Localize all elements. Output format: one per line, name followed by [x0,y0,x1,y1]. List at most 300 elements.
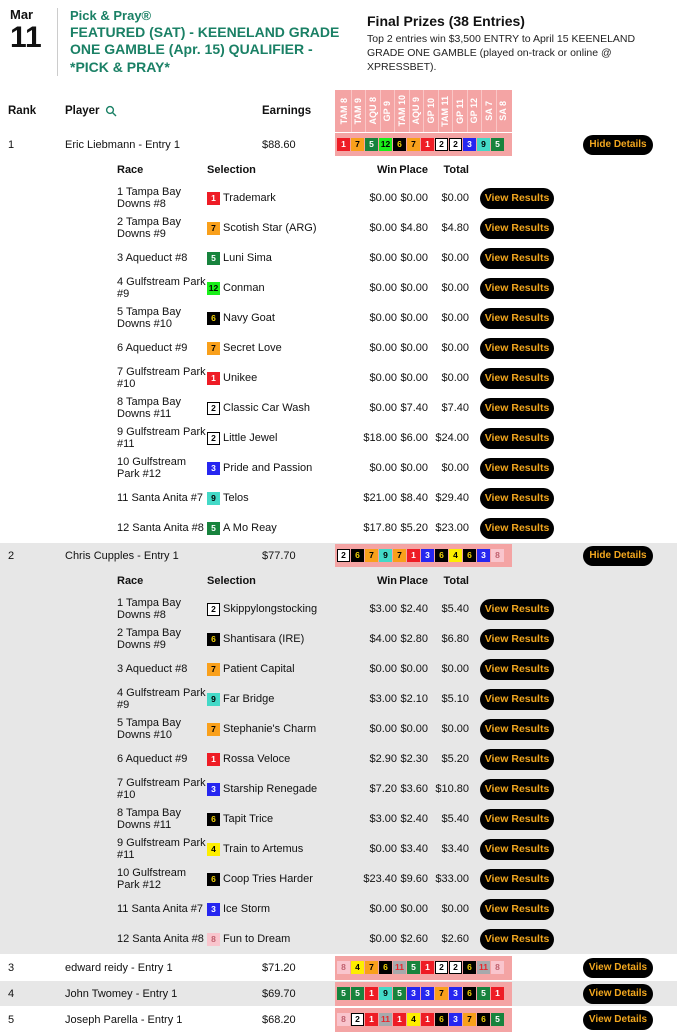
saddle-cloth-chip: 1 [393,1013,406,1026]
race-name: 12 Santa Anita #8 [117,933,204,946]
total-amount: $0.00 [441,252,469,265]
horse-name: Luni Sima [223,252,272,265]
view-results-button[interactable]: View Results [480,338,554,359]
win-amount: $0.00 [369,843,397,856]
saddle-cloth-chip: 9 [379,549,392,562]
saddle-cloth-chip: 2 [435,138,448,151]
total-amount: $0.00 [441,312,469,325]
place-amount: $2.10 [400,693,428,706]
race-name: 11 Santa Anita #7 [117,492,204,505]
win-amount: $0.00 [369,252,397,265]
entry-rank: 5 [8,1013,15,1026]
final-prizes-title: Final Prizes (38 Entries) [367,13,525,29]
selection-column-header: Selection [207,164,256,177]
leaderboard-entry [0,132,677,543]
saddle-cloth-chip: 3 [421,987,434,1000]
win-amount: $0.00 [369,723,397,736]
track-label: AQU 8 [366,90,381,132]
saddle-cloth-chip: 2 [207,603,220,616]
view-results-button[interactable]: View Results [480,809,554,830]
view-results-button[interactable]: View Results [480,368,554,389]
saddle-cloth-chip: 6 [463,549,476,562]
saddle-cloth-chip: 1 [421,961,434,974]
place-amount: $0.00 [400,192,428,205]
track-label: TAM 9 [352,90,367,132]
saddle-cloth-chip: 5 [365,138,378,151]
race-name: 8 Tampa Bay Downs #11 [117,807,182,832]
horse-name: Unikee [223,372,258,385]
view-results-button[interactable]: View Results [480,308,554,329]
total-amount: $5.10 [441,693,469,706]
race-name: 1 Tampa Bay Downs #8 [117,597,182,622]
saddle-cloth-chip: 8 [491,549,504,562]
leaderboard-entry [0,954,677,980]
track-label: GP 11 [453,90,468,132]
total-amount: $6.80 [441,633,469,646]
race-name: 2 Tampa Bay Downs #9 [117,627,182,652]
rank-column-header: Rank [8,105,37,118]
saddle-cloth-chip: 5 [491,138,504,151]
saddle-cloth-chip: 5 [207,252,220,265]
selection-cell [207,402,337,415]
place-column-header: Place [399,164,428,177]
total-amount: $29.40 [435,492,469,505]
horse-name: Patient Capital [223,663,295,676]
view-results-button[interactable]: View Results [480,629,554,650]
horse-name: Navy Goat [223,312,275,325]
horse-name: Fun to Dream [223,933,291,946]
total-amount: $5.40 [441,603,469,616]
view-results-button[interactable]: View Results [480,779,554,800]
total-amount: $0.00 [441,903,469,916]
place-amount: $0.00 [400,312,428,325]
race-result-row [0,303,677,333]
saddle-cloth-chip: 6 [351,549,364,562]
selection-cell [207,663,337,676]
entry-row [0,954,677,980]
race-name: 3 Aqueduct #8 [117,252,188,265]
total-column-header: Total [443,575,469,588]
total-amount: $24.00 [435,432,469,445]
saddle-cloth-chip: 9 [207,693,220,706]
view-results-button[interactable]: View Results [480,218,554,239]
saddle-cloth-chip: 2 [207,402,220,415]
total-amount: $4.80 [441,222,469,235]
entry-rank: 3 [8,961,15,974]
race-result-row [0,333,677,363]
place-amount: $6.00 [400,432,428,445]
saddle-cloth-chip: 3 [421,549,434,562]
track-label: TAM 10 [395,90,410,132]
win-amount: $0.00 [369,192,397,205]
place-amount: $5.20 [400,522,428,535]
total-amount: $33.00 [435,873,469,886]
contest-date [10,8,57,76]
race-result-row [0,513,677,543]
saddle-cloth-chip: 8 [491,961,504,974]
track-label: SA 7 [482,90,497,132]
contest-title: FEATURED (SAT) - KEENELAND GRADE ONE GAMBLE (Apr. 15) QUALIFIER - *PICK & PRAY* [70,24,340,75]
leaderboard-entry [0,980,677,1006]
toggle-details-button[interactable]: View Details [583,984,653,1004]
place-amount: $7.40 [400,402,428,415]
earnings-column-header: Earnings [262,105,312,118]
saddle-cloth-chip: 6 [207,633,220,646]
saddle-cloth-chip: 11 [395,962,404,973]
place-amount: $4.80 [400,222,428,235]
race-name: 7 Gulfstream Park #10 [117,777,206,802]
race-result-row [0,183,677,213]
horse-name: Classic Car Wash [223,402,310,415]
view-results-button[interactable]: View Results [480,488,554,509]
saddle-cloth-chip: 1 [407,549,420,562]
race-result-row [0,594,677,624]
place-amount: $0.00 [400,372,428,385]
search-icon[interactable] [105,105,117,117]
view-results-button[interactable]: View Results [480,839,554,860]
horse-name: Trademark [223,192,276,205]
win-amount: $23.40 [363,873,397,886]
saddle-cloth-chip: 7 [365,549,378,562]
track-label: GP 12 [468,90,483,132]
race-name: 5 Tampa Bay Downs #10 [117,306,182,331]
race-result-row [0,654,677,684]
place-amount: $2.40 [400,603,428,616]
total-amount: $0.00 [441,282,469,295]
entry-player: Chris Cupples - Entry 1 [65,549,179,562]
toggle-details-button[interactable]: Hide Details [583,546,653,566]
view-results-button[interactable]: View Results [480,749,554,770]
toggle-details-button[interactable]: View Details [583,1010,653,1030]
contest-title-block [57,8,353,76]
total-amount: $0.00 [441,462,469,475]
view-results-button[interactable]: View Results [480,689,554,710]
saddle-cloth-chip: 5 [337,987,350,1000]
saddle-cloth-chip: 4 [449,549,462,562]
race-name: 7 Gulfstream Park #10 [117,366,206,391]
place-amount: $0.00 [400,252,428,265]
race-name: 3 Aqueduct #8 [117,663,188,676]
view-results-button[interactable]: View Results [480,869,554,890]
win-amount: $2.90 [369,753,397,766]
race-result-row [0,483,677,513]
entry-earnings: $69.70 [262,987,296,1000]
saddle-cloth-chip: 6 [435,549,448,562]
saddle-cloth-chip: 5 [393,987,406,1000]
detail-rows [0,594,677,954]
place-amount: $9.60 [400,873,428,886]
saddle-cloth-chip: 7 [435,987,448,1000]
entry-player: edward reidy - Entry 1 [65,961,173,974]
saddle-cloth-chip: 6 [463,987,476,1000]
selection-cell [207,633,337,646]
total-amount: $0.00 [441,372,469,385]
race-name: 12 Santa Anita #8 [117,522,204,535]
view-results-button[interactable]: View Results [480,659,554,680]
race-name: 11 Santa Anita #7 [117,903,204,916]
saddle-cloth-chip: 1 [337,138,350,151]
saddle-cloth-chip: 7 [207,342,220,355]
entry-picks-panel [335,982,512,1006]
total-amount: $2.60 [441,933,469,946]
win-amount: $3.00 [369,813,397,826]
saddle-cloth-chip: 3 [207,783,220,796]
saddle-cloth-chip: 9 [477,138,490,151]
win-column-header: Win [376,164,397,177]
race-result-row [0,744,677,774]
race-result-row [0,774,677,804]
saddle-cloth-chip: 7 [207,222,220,235]
track-label: TAM 8 [337,90,352,132]
view-results-button[interactable]: View Results [480,929,554,950]
place-amount: $2.60 [400,933,428,946]
horse-name: Starship Renegade [223,783,318,796]
total-amount: $23.00 [435,522,469,535]
saddle-cloth-chip: 1 [207,753,220,766]
entry-details [0,157,677,543]
saddle-cloth-chip: 6 [379,961,392,974]
contest-date-month: Mar [10,7,34,22]
win-amount: $0.00 [369,462,397,475]
selection-cell [207,342,337,355]
saddle-cloth-chip: 1 [365,987,378,1000]
win-amount: $4.00 [369,633,397,646]
place-amount: $2.30 [400,753,428,766]
selection-cell [207,813,337,826]
win-amount: $0.00 [369,933,397,946]
entry-rank: 4 [8,987,15,1000]
win-amount: $0.00 [369,222,397,235]
saddle-cloth-chip: 2 [449,961,462,974]
selection-cell [207,432,337,445]
saddle-cloth-chip: 7 [365,961,378,974]
selection-cell [207,192,337,205]
race-name: 5 Tampa Bay Downs #10 [117,717,182,742]
saddle-cloth-chip: 2 [207,432,220,445]
race-result-row [0,624,677,654]
saddle-cloth-chip: 8 [207,933,220,946]
win-amount: $3.00 [369,693,397,706]
win-amount: $7.20 [369,783,397,796]
view-results-button[interactable]: View Results [480,599,554,620]
race-result-row [0,393,677,423]
saddle-cloth-chip: 5 [407,961,420,974]
toggle-details-button[interactable]: View Details [583,958,653,978]
saddle-cloth-chip: 2 [337,549,350,562]
saddle-cloth-chip: 2 [351,1013,364,1026]
win-amount: $0.00 [369,372,397,385]
view-results-button[interactable]: View Results [480,248,554,269]
selection-cell [207,372,337,385]
race-name: 6 Aqueduct #9 [117,342,188,355]
win-amount: $21.00 [363,492,397,505]
win-amount: $0.00 [369,282,397,295]
selection-cell [207,723,337,736]
horse-name: Conman [223,282,265,295]
place-amount: $0.00 [400,342,428,355]
saddle-cloth-chip: 5 [491,1013,504,1026]
entry-row [0,980,677,1006]
saddle-cloth-chip: 7 [351,138,364,151]
race-result-row [0,684,677,714]
race-result-row [0,273,677,303]
saddle-cloth-chip: 3 [407,987,420,1000]
win-amount: $0.00 [369,342,397,355]
entry-earnings: $68.20 [262,1013,296,1026]
place-amount: $0.00 [400,663,428,676]
horse-name: Far Bridge [223,693,275,706]
saddle-cloth-chip: 7 [463,1013,476,1026]
horse-name: Coop Tries Harder [223,873,313,886]
view-results-button[interactable]: View Results [480,458,554,479]
horse-name: Little Jewel [223,432,278,445]
selection-cell [207,933,337,946]
saddle-cloth-chip: 1 [365,1013,378,1026]
selection-cell [207,873,337,886]
player-column-label: Player [65,105,100,118]
entry-rank: 1 [8,138,15,151]
view-results-button[interactable]: View Results [480,428,554,449]
win-amount: $0.00 [369,312,397,325]
saddle-cloth-chip: 6 [207,312,220,325]
saddle-cloth-chip: 7 [393,549,406,562]
total-amount: $0.00 [441,723,469,736]
track-label: TAM 11 [439,90,454,132]
leaderboard-entry [0,543,677,954]
saddle-cloth-chip: 7 [207,723,220,736]
selection-cell [207,492,337,505]
race-name: 8 Tampa Bay Downs #11 [117,396,182,421]
selection-cell [207,282,337,295]
selection-cell [207,252,337,265]
saddle-cloth-chip: 11 [479,962,488,973]
horse-name: A Mo Reay [223,522,277,535]
saddle-cloth-chip: 6 [435,1013,448,1026]
saddle-cloth-chip: 6 [393,138,406,151]
place-amount: $0.00 [400,903,428,916]
total-amount: $10.80 [435,783,469,796]
total-amount: $5.20 [441,753,469,766]
total-column-header: Total [443,164,469,177]
entry-player: Eric Liebmann - Entry 1 [65,138,180,151]
race-result-row [0,834,677,864]
entry-earnings: $88.60 [262,138,296,151]
win-amount: $0.00 [369,903,397,916]
toggle-details-button[interactable]: Hide Details [583,135,653,155]
selection-cell [207,312,337,325]
entry-row [0,1006,677,1032]
entry-picks-panel [335,1008,512,1032]
saddle-cloth-chip: 1 [421,1013,434,1026]
saddle-cloth-chip: 5 [351,987,364,1000]
player-column-header [40,105,245,117]
final-prizes-block [367,8,672,76]
view-results-button[interactable]: View Results [480,518,554,539]
race-result-row [0,213,677,243]
race-result-row [0,453,677,483]
race-name: 9 Gulfstream Park #11 [117,426,206,451]
saddle-cloth-chip: 3 [207,462,220,475]
selection-cell [207,222,337,235]
horse-name: Secret Love [223,342,282,355]
entry-row [0,132,677,157]
horse-name: Skippylongstocking [223,603,318,616]
entry-row [0,543,677,568]
total-amount: $0.00 [441,663,469,676]
entry-rank: 2 [8,549,15,562]
saddle-cloth-chip: 6 [207,873,220,886]
details-header [0,157,677,183]
total-amount: $5.40 [441,813,469,826]
saddle-cloth-chip: 12 [380,139,391,150]
leaderboard-entries [0,132,677,1032]
selection-cell [207,903,337,916]
selection-column-header: Selection [207,575,256,588]
saddle-cloth-chip: 7 [407,138,420,151]
leaderboard-entry [0,1006,677,1032]
place-column-header: Place [399,575,428,588]
race-result-row [0,894,677,924]
saddle-cloth-chip: 8 [337,1013,350,1026]
saddle-cloth-chip: 1 [491,987,504,1000]
place-amount: $2.40 [400,813,428,826]
contest-type: Pick & Pray® [70,8,152,23]
view-results-button[interactable]: View Results [480,719,554,740]
saddle-cloth-chip: 4 [207,843,220,856]
total-amount: $7.40 [441,402,469,415]
horse-name: Ice Storm [223,903,271,916]
place-amount: $3.60 [400,783,428,796]
saddle-cloth-chip: 12 [208,282,219,293]
total-amount: $0.00 [441,342,469,355]
horse-name: Shantisara (IRE) [223,633,305,646]
selection-cell [207,462,337,475]
saddle-cloth-chip: 6 [207,813,220,826]
saddle-cloth-chip: 5 [207,522,220,535]
total-amount: $0.00 [441,192,469,205]
place-amount: $0.00 [400,462,428,475]
entry-picks-panel [335,956,512,980]
horse-name: Tapit Trice [223,813,274,826]
saddle-cloth-chip: 3 [477,549,490,562]
view-results-button[interactable]: View Results [480,278,554,299]
details-header [0,568,677,594]
entry-player: Joseph Parella - Entry 1 [65,1013,183,1026]
race-name: 9 Gulfstream Park #11 [117,837,206,862]
race-name: 10 Gulfstream Park #12 [117,456,187,481]
saddle-cloth-chip: 5 [477,987,490,1000]
saddle-cloth-chip: 2 [449,138,462,151]
win-amount: $0.00 [369,402,397,415]
view-results-button[interactable]: View Results [480,899,554,920]
place-amount: $8.40 [400,492,428,505]
win-column-header: Win [376,575,397,588]
entry-earnings: $77.70 [262,549,296,562]
track-label: SA 8 [498,101,509,121]
entry-player: John Twomey - Entry 1 [65,987,178,1000]
race-result-row [0,363,677,393]
view-results-button[interactable]: View Results [480,188,554,209]
race-name: 4 Gulfstream Park #9 [117,687,206,712]
saddle-cloth-chip: 6 [477,1013,490,1026]
view-results-button[interactable]: View Results [480,398,554,419]
saddle-cloth-chip: 1 [421,138,434,151]
race-result-row [0,864,677,894]
horse-name: Train to Artemus [223,843,304,856]
selection-cell [207,753,337,766]
entry-earnings: $71.20 [262,961,296,974]
track-label: GP 10 [424,90,439,132]
